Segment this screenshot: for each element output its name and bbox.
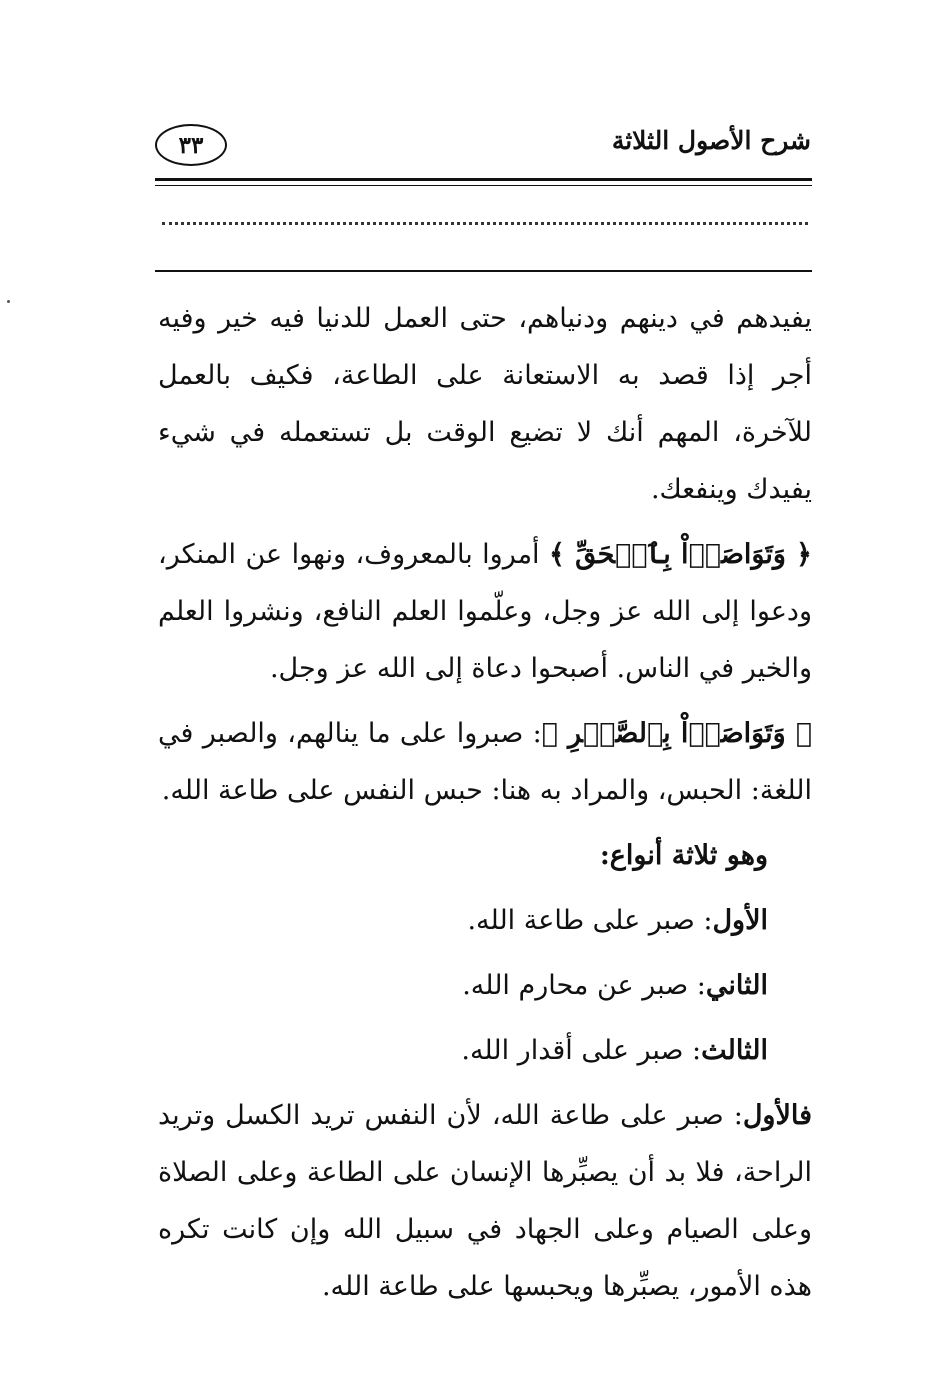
paragraph-3-text: : صبروا على ما ينالهم، والصبر في اللغة: الحبس، والمراد به هنا: حبس النفس على طاعة الله. [158, 718, 812, 806]
types-heading: وهو ثلاثة أنواع: [599, 840, 768, 871]
paragraph-2-text: أمروا بالمعروف، ونهوا عن المنكر، ودعوا إلى الله عز وجل، وعلّموا العلم النافع، ونشروا العلم والخير في الناس. أصبحوا دعاة إلى الله عز وجل. [158, 539, 812, 684]
footnote-rule [155, 270, 812, 272]
paragraph-1: يفيدهم في دينهم ودنياهم، حتى العمل للدنيا فيه خير وفيه أجر إذا قصد به الاستعانة على الطاعة، فكيف بالعمل للآخرة، المهم أنك لا تضيع الوقت بل تستعمله في شيء يفيدك وينفعك. [158, 303, 812, 505]
type-item-2-label: الثاني [705, 970, 768, 1001]
type-item-2-text: : صبر عن محارم الله. [462, 970, 706, 1001]
footnote-dotted-separator [162, 222, 808, 225]
paragraph-2 [158, 526, 812, 697]
header-rule-thick [155, 178, 812, 181]
page-number: ٣٣ [155, 124, 227, 166]
paragraph-3 [158, 705, 812, 819]
paragraph-4 [158, 1087, 812, 1315]
quran-quote-patience: ﴿ وَتَوَاصَوۡاْ بِٱلصَّبۡرِ ﴾ [541, 718, 812, 749]
type-item-1 [158, 892, 812, 949]
type-item-3-label: الثالث [701, 1035, 768, 1066]
type-item-1-text: : صبر على طاعة الله. [467, 905, 713, 936]
header-rule-thin [155, 185, 812, 186]
paragraph-4-text: : صبر على طاعة الله، لأن النفس تريد الكسل وتريد الراحة، فلا بد أن يصبِّرها الإنسان على الطاعة وعلى الصلاة وعلى الصيام وعلى الجهاد في سبيل الله وإن كانت تكره هذه الأمور، يصبِّرها ويحبسها على طاعة الله. [158, 1100, 812, 1302]
quran-quote-truth: ﴿ وَتَوَاصَوۡاْ بِٱلۡحَقِّ ﴾ [549, 539, 812, 570]
scan-speck [7, 300, 10, 303]
type-item-1-label: الأول [712, 905, 768, 936]
main-text [158, 290, 812, 1315]
type-item-3-text: : صبر على أقدار الله. [461, 1035, 702, 1066]
paragraph-4-label: فالأول [742, 1100, 812, 1131]
type-item-2 [158, 957, 812, 1014]
type-item-3 [158, 1022, 812, 1079]
running-header-title: شرح الأصول الثلاثة [611, 126, 811, 155]
